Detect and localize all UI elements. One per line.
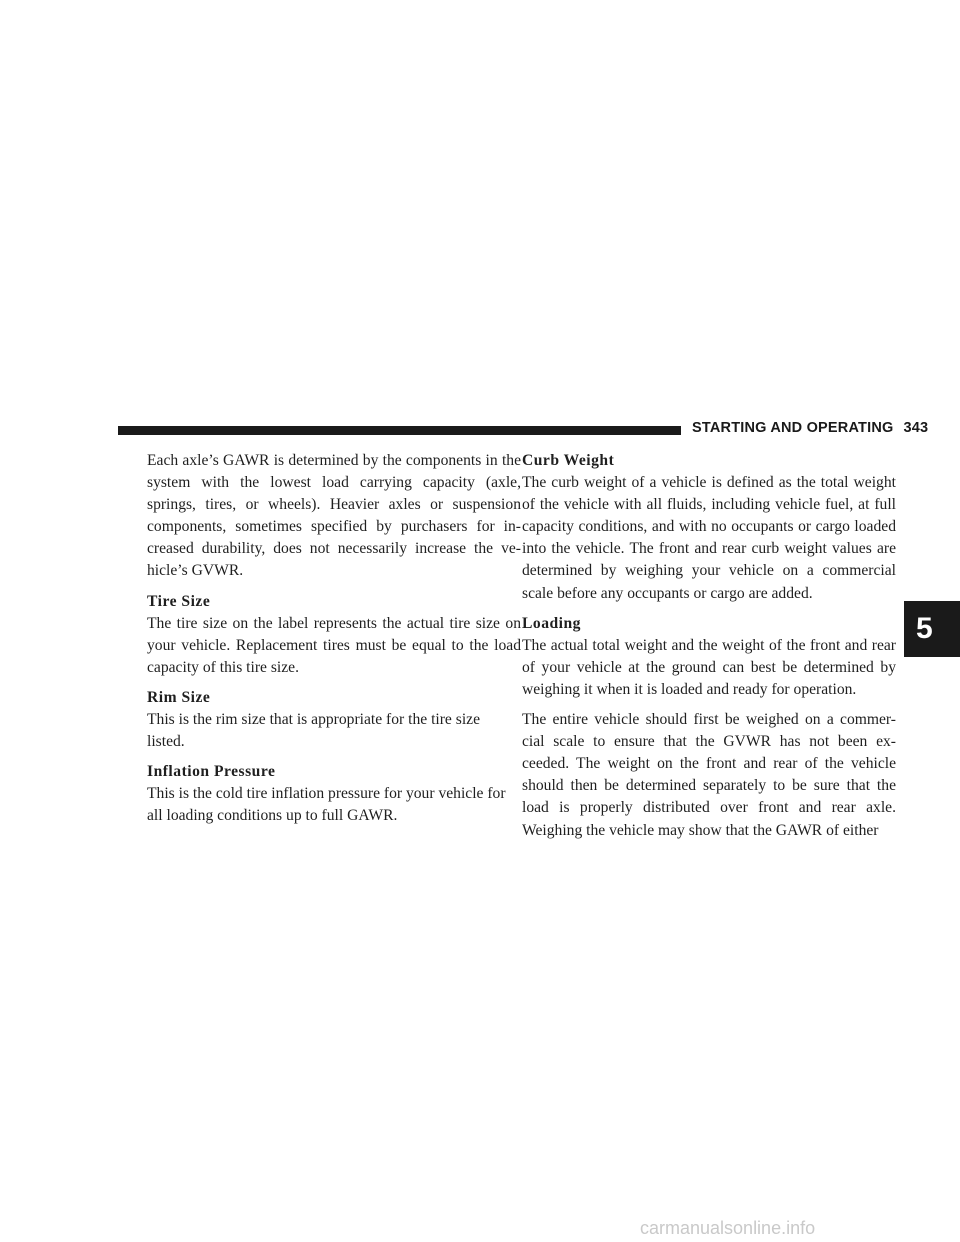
section-body: This is the cold tire inflation pressure for your vehicle for all loading conditions up to full GAWR. bbox=[147, 785, 506, 825]
running-header bbox=[692, 420, 928, 436]
section-body: The actual total weight and the weight of the front and rear of your vehicle at the ground can best be determined by weighing it when it is loaded and ready for operation. bbox=[522, 636, 896, 698]
watermark-text: carmanualsonline.info bbox=[640, 1218, 816, 1238]
left-column bbox=[147, 450, 521, 836]
section-body: This is the rim size that is appropriate for the tire size listed. bbox=[147, 711, 480, 751]
section-inflation-pressure bbox=[147, 761, 521, 827]
intro-paragraph: Each axle’s GAWR is determined by the components in the system with the lowest load carrying capacity (axle, springs, tires, or wheels). Heavier axles or suspension components, sometimes specified by purchasers for in- creased durability, does not necessarily increase the ve- hicle’s GVWR. bbox=[147, 452, 521, 580]
right-column bbox=[522, 450, 896, 850]
section-heading: Curb Weight bbox=[522, 452, 615, 469]
section-tire-size bbox=[147, 591, 521, 679]
section-curb-weight bbox=[522, 450, 896, 605]
page-number: 343 bbox=[903, 420, 929, 436]
section-body: The curb weight of a vehicle is defined as the total weight of the vehicle with all fluids, including vehicle fuel, at full capacity conditions, and with no occupants or cargo loaded into the vehicle. The front and rear curb weight values are determined by weighing your vehicle on a commercial scale before any occupants or cargo are added. bbox=[522, 474, 896, 602]
section-title: STARTING AND OPERATING bbox=[692, 420, 894, 436]
header-rule bbox=[118, 426, 681, 435]
closing-paragraph: The entire vehicle should first be weighed on a commer- cial scale to ensure that the GVWR has not been ex- ceeded. The weight on the front and rear of the vehicle should then be determined separately to be sure that the load is properly distributed over front and rear axle. Weighing the vehicle may show that the GAWR of either bbox=[522, 711, 896, 839]
section-heading: Loading bbox=[522, 614, 581, 632]
section-heading: Inflation Pressure bbox=[147, 763, 276, 781]
section-heading: Tire Size bbox=[147, 592, 211, 610]
chapter-tab: 5 bbox=[904, 601, 960, 657]
section-heading: Rim Size bbox=[147, 688, 211, 706]
section-loading bbox=[522, 613, 896, 701]
section-body: The tire size on the label represents the actual tire size on your vehicle. Replacement tires must be equal to the load capacity of this tire size. bbox=[147, 614, 521, 676]
section-rim-size bbox=[147, 687, 521, 753]
